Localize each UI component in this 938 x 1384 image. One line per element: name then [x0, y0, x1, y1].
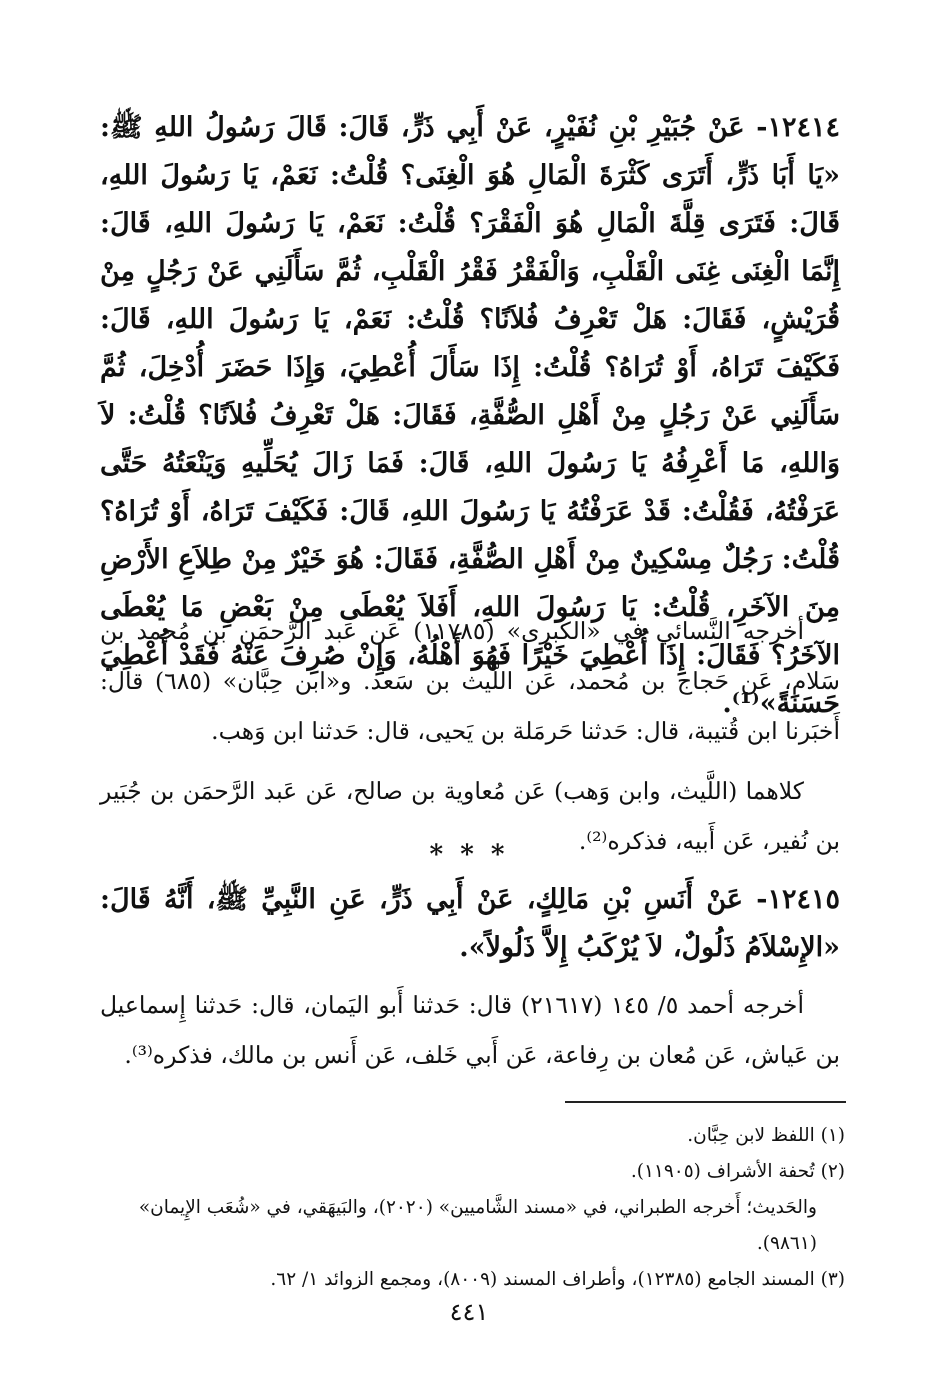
- takhrij-12415: [100, 980, 840, 1080]
- section-separator: * * *: [429, 840, 509, 870]
- hadith-12415-text: [100, 876, 840, 972]
- footnote-2: (٢) تُحفة الأشراف (١١٩٠٥).: [630, 1161, 845, 1182]
- takhrij-12414-a: [100, 606, 840, 756]
- footnote-3: (٣) المسند الجامع (١٢٣٨٥)، وأطراف المسند (٨٠٠٩)، ومجمع الزوائد ١/ ٦٢.: [270, 1269, 845, 1290]
- takhrij-paragraph: أخرجه النَّسائي في «الكُبرى» (١١٧٨٥) عَن عَبد الرَّحمَن بن مُحمد بن سَلام، عَن حَجاج بن مُحمد، عَن اللَّيث بن سَعد. و«ابن حِبَّان» (٦٨٥) قال: أَخبَرنا ابن قُتيبة، قال: حَدثنا حَرمَلة بن يَحيى، قال: حَدثنا ابن وَهب.: [100, 617, 840, 745]
- page-number: ٤٤١: [449, 1298, 489, 1326]
- hadith-12415: [100, 876, 840, 972]
- takhrij-paragraph: أخرجه أحمد ٥/ ١٤٥ (٢١٦١٧) قال: حَدثنا أَبو اليَمان، قال: حَدثنا إِسماعيل بن عَياش، عَن مُعان بن رِفاعة، عَن أَبي خَلف، عَن أَنس بن مالك، فذكره⁽³⁾.: [100, 991, 840, 1069]
- hadith-12415-intro: ١٢٤١٥- عَنْ أَنَسِ بْنِ مَالِكٍ، عَنْ أَبِي ذَرٍّ، عَنِ النَّبِيِّ ﷺ، أَنَّهُ قَالَ:: [100, 884, 840, 915]
- footnote-1: (١) اللفظ لابن حِبَّان.: [687, 1125, 845, 1146]
- footnote-2-continuation: والحَديث؛ أَخرجه الطبراني، في «مسند الشَّاميين» (٢٠٢٠)، والبَيهَقي، في «شُعَب الإِيمان» (٩٨٦١).: [138, 1197, 817, 1254]
- footnotes: [100, 1118, 845, 1298]
- hadith-12415-matn: «الإِسْلاَمُ ذَلُولٌ، لاَ يُرْكَبُ إِلاَّ ذَلُولاً».: [459, 932, 840, 963]
- takhrij-paragraph: كلاهما (اللَّيث، وابن وَهب) عَن مُعاوية بن صالح، عَن عَبد الرَّحمَن بن جُبَير بن نُفير، عَن أَبيه، فذكره⁽²⁾.: [100, 777, 840, 855]
- hadith-12414-intro: ١٢٤١٤- عَنْ جُبَيْرِ بْنِ نُفَيْرٍ، عَنْ أَبِي ذَرٍّ، قَالَ: قَالَ رَسُولُ اللهِ ﷺ:: [100, 112, 840, 143]
- footnote-divider: [565, 1101, 846, 1103]
- hadith-12414-matn: «يَا أَبَا ذَرٍّ، أَتَرَى كَثْرَةَ الْمَالِ هُوَ الْغِنَى؟ قُلْتُ: نَعَمْ، يَا رَسُولَ اللهِ، قَالَ: فَتَرَى قِلَّةَ الْمَالِ هُوَ الْفَقْرَ؟ قُلْتُ: نَعَمْ، يَا رَسُولَ اللهِ، قَالَ: إِنَّمَا الْغِنَى غِنَى الْقَلْبِ، وَالْفَقْرُ فَقْرُ الْقَلْبِ، ثُمَّ سَأَلَنِي عَنْ رَجُلٍ مِنْ قُرَيْشٍ، فَقَالَ: هَلْ تَعْرِفُ فُلاَنًا؟ قُلْتُ: نَعَمْ، يَا رَسُولَ اللهِ، قَالَ: فَكَيْفَ تَرَاهُ، أَوْ تُرَاهُ؟ قُلْتُ: إِذَا سَأَلَ أُعْطِيَ، وَإِذَا حَضَرَ أُدْخِلَ، ثُمَّ سَأَلَنِي عَنْ رَجُلٍ مِنْ أَهْلِ الصُّفَّةِ، فَقَالَ: هَلْ تَعْرِفُ فُلاَنًا؟ قُلْتُ: لاَ وَاللهِ، مَا أَعْرِفُهُ يَا رَسُولَ اللهِ، قَالَ: فَمَا زَالَ يُحَلِّيهِ وَيَنْعَتُهُ حَتَّى عَرَفْتُهُ، فَقُلْتُ: قَدْ عَرَفْتُهُ يَا رَسُولَ اللهِ، قَالَ: فَكَيْفَ تَرَاهُ، أَوْ تُرَاهُ؟ قُلْتُ: رَجُلٌ مِسْكِينٌ مِنْ أَهْلِ الصُّفَّةِ، فَقَالَ: هُوَ خَيْرٌ مِنْ طِلاَعِ الأَرْضِ مِنَ الآخَرِ، قُلْتُ: يَا رَسُولَ اللهِ، أَفَلاَ يُعْطَى مِنْ بَعْضِ مَا يُعْطَى الآخَرُ؟ فَقَالَ: إِذَا أُعْطِيَ خَيْرًا فَهُوَ أَهْلُهُ، وَإِنْ صُرِفَ عَنْهُ فَقَدْ أُعْطِيَ حَسَنَةً»⁽¹⁾.: [100, 160, 840, 719]
